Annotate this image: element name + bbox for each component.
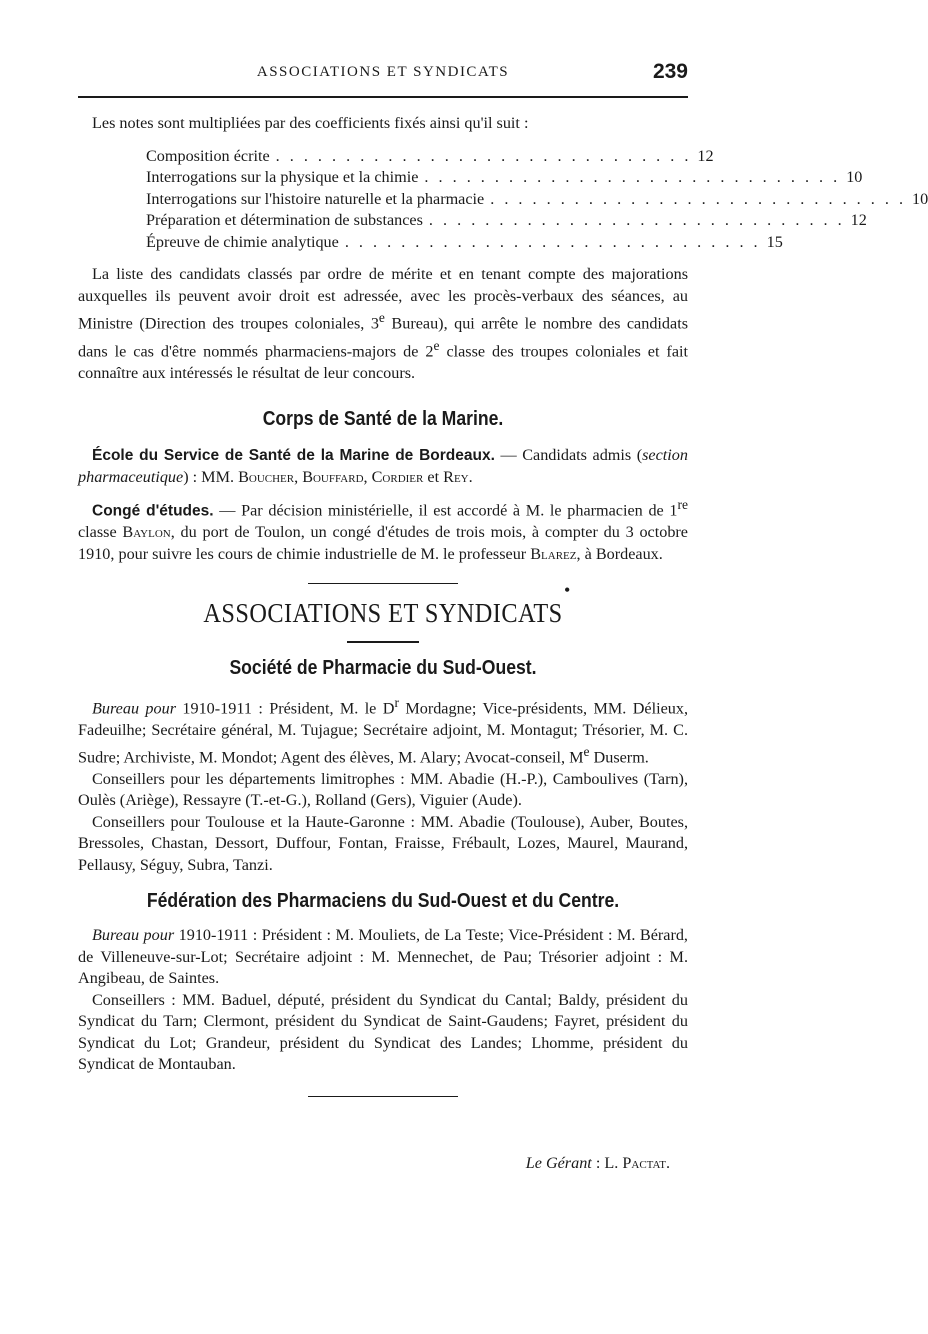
running-title: ASSOCIATIONS ET SYNDICATS [256, 64, 510, 80]
header-rule [78, 96, 688, 98]
page-number: 239 [652, 60, 688, 83]
print-mark: • [564, 582, 570, 600]
leader-dots: . . . . . . . . . . . . . . . . . . . . . . . . . . . . . . [344, 232, 761, 251]
coefficient-row [146, 232, 783, 255]
coefficient-label: Interrogations sur l'histoire naturelle et la pharmacie [146, 189, 485, 208]
page-content [78, 113, 928, 1097]
page-header [78, 60, 688, 90]
leader-dots: . . . . . . . . . . . . . . . . . . . . . . . . . . . . . . [424, 168, 841, 186]
coefficient-value: 10 [912, 189, 928, 208]
coefficient-label: Composition écrite [146, 146, 270, 165]
main-heading: ASSOCIATIONS ET SYNDICATS [203, 598, 563, 629]
leader-dots: . . . . . . . . . . . . . . . . . . . . . . . . . . . . . . [428, 211, 845, 229]
coefficient-row [146, 189, 928, 212]
intro-paragraph: Les notes sont multipliées par des coefficients fixés ainsi qu'il suit : [92, 114, 529, 132]
conge-title: Congé d'études. [92, 502, 214, 520]
heading-rule [347, 641, 419, 643]
leader-dots: . . . . . . . . . . . . . . . . . . . . . . . . . . . . . . [490, 189, 906, 208]
societe-conseillers-toulouse: Conseillers pour Toulouse et la Haute-Garonne : MM. Abadie (Toulouse), Auber, Boutes, Bressoles, Chastan, Dessort, Duffour, Fontan, Fraisse, Frébault, Lozes, Maurel, Maurand, Pellausy, Séguy, Subra, Tanzi. [78, 812, 688, 874]
ecole-title: École du Service de Santé de la Marine de Bordeaux. [92, 447, 495, 465]
coefficient-value: 12 [850, 211, 867, 229]
section-heading-corps: Corps de Santé de la Marine. [262, 408, 504, 431]
coefficient-list [146, 146, 928, 255]
classement-paragraph: La liste des candidats classés par ordre de mérite et en tenant compte des majorations auxquelles ils peuvent avoir droit est adressée, avec les procès-verbaux des séances, au Ministre (Direction des troupes coloniales, 3e Bureau), qui arrête le nombre des candidats dans le cas d'être nommés pharmaciens-majors de 2e classe des troupes coloniales et fait connaître aux intéressés le résultat de leur concours. [78, 265, 689, 382]
coefficient-label: Interrogations sur la physique et la chimie [146, 168, 419, 186]
societe-bureau-paragraph: Bureau pour 1910-1911 : Président, M. le $D^r$ Mordagne; Vice-présidents, MM. Délieux, Fadeuilhe; Secrétaire général, M. Tujague; Secrétaire adjoint, M. Montagut; Trésorier, M. C. Sudre; Archiviste, M. Mondot; Agent des élèves, M. Alary; Avocat-conseil, Me Duserm. [78, 694, 688, 767]
leader-dots: . . . . . . . . . . . . . . . . . . . . . . . . . . . . . . [275, 146, 692, 165]
coefficient-value: 10 [846, 168, 863, 186]
coefficient-label: Préparation et détermination de substances [146, 211, 423, 229]
coefficient-label: Épreuve de chimie analytique [146, 232, 339, 251]
section-heading-federation: Fédération des Pharmaciens du Sud-Ouest et du Centre. [146, 890, 620, 913]
coefficient-row [146, 146, 714, 169]
societe-conseillers-limitrophes: Conseillers pour les départements limitrophes : MM. Abadie (H.-P.), Camboulives (Tarn), Oulès (Ariège), Ressayre (T.-et-G.), Rolland (Gers), Viguier (Aude). [78, 769, 688, 810]
conge-paragraph: Congé d'études. — Par décision ministérielle, il est accordé à M. le pharmacien de 1re classe Baylon, du port de Toulon, un congé d'études de trois mois, à compter du 3 octobre 1910, pour suivre les cours de chimie industrielle de M. le professeur Blarez, à Bordeaux. [78, 497, 688, 563]
federation-conseillers-paragraph: Conseillers : MM. Baduel, député, président du Syndicat du Cantal; Baldy, président du Syndicat du Tarn; Clermont, président du Syndicat de Saint-Gaudens; Fayret, président du Syndicat du Lot; Grandeur, président du Syndicat des Landes; Lhomme, président du Syndicat de Montauban. [78, 990, 688, 1074]
section-heading-societe: Société de Pharmacie du Sud-Ouest. [229, 656, 537, 679]
signature-line: Le Gérant : L. Pactat. [525, 1154, 670, 1172]
federation-bureau-paragraph: Bureau pour 1910-1911 : Président : M. Mouliets, de La Teste; Vice-Président : M. Bérard, de Villeneuve-sur-Lot; Secrétaire adjoint : M. Mennechet, de Pau; Trésorier adjoint : M. Angibeau, de Saintes. [78, 926, 688, 988]
coefficient-value: 15 [766, 232, 783, 251]
end-divider [308, 1096, 458, 1097]
coefficient-row [146, 211, 867, 233]
ecole-paragraph: École du Service de Santé de la Marine de Bordeaux. — Candidats admis (section pharmaceutique) : MM. Boucher, Bouffard, Cordier et Rey. [78, 446, 688, 486]
coefficient-value: 12 [697, 146, 714, 165]
coefficient-row [146, 168, 863, 190]
